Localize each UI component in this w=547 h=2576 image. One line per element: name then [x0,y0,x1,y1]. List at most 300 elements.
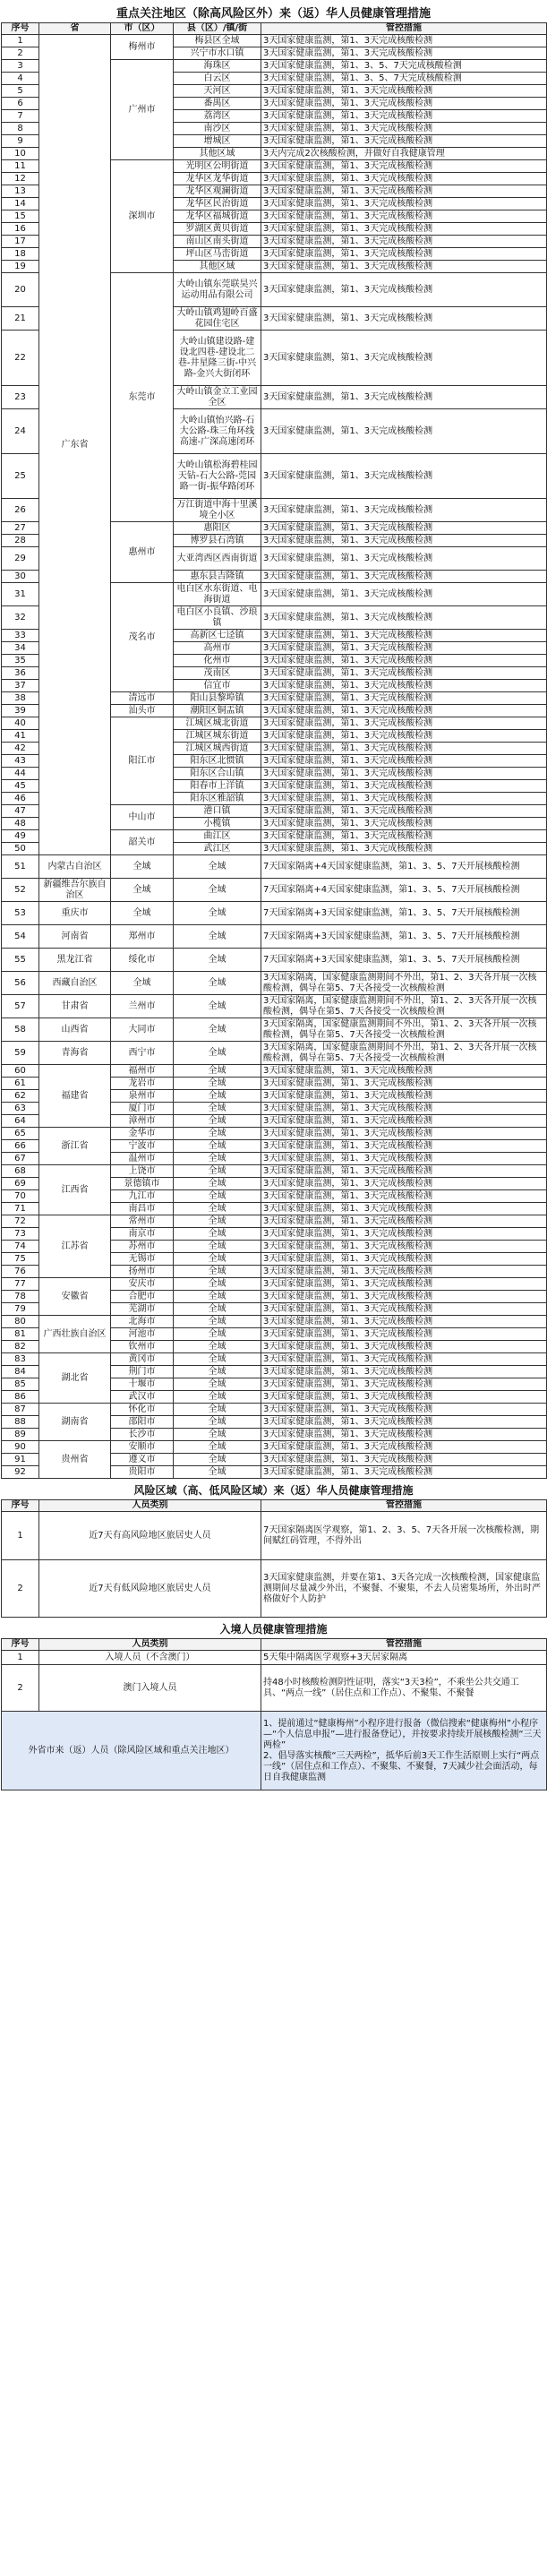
measure-cell: 3天国家健康监测，第1、3、5、7天完成核酸检测 [261,60,547,73]
entry-header-row [2,1639,547,1651]
measure-cell: 3天国家健康监测，第1、3天完成核酸检测 [261,1065,547,1078]
measure-cell: 3天国家健康监测，第1、3天完成核酸检测 [261,236,547,248]
footer-measure-2: 2、倡导落实核酸“三天两检”，抵华后前3天工作生活原则上实行“两点一线”（居住点和工作点）、不聚集、不聚餐，7天减少社会面活动，每日自我健康监测 [263,1750,540,1782]
measure-cell: 3天国家健康监测，第1、3天完成核酸检测 [261,843,547,855]
county-cell: 江城区城东街道 [174,730,261,743]
county-cell: 阳东区合山镇 [174,768,261,780]
row-number: 56 [2,972,39,995]
county-cell: 全域 [174,1253,261,1266]
measure-cell: 3天国家健康监测，第1、3天完成核酸检测 [261,730,547,743]
risk-header-no: 序号 [2,1500,39,1512]
row-number: 50 [2,843,39,855]
city-cell: 汕头市 [111,705,174,717]
city-cell: 南京市 [111,1228,174,1241]
main-header-row [2,23,547,35]
table-row [2,949,547,972]
row-number: 9 [2,135,39,148]
county-cell: 全域 [174,1466,261,1479]
city-cell: 兰州市 [111,995,174,1018]
city-cell: 合肥市 [111,1291,174,1303]
row-number: 91 [2,1454,39,1466]
city-cell: 全域 [111,902,174,925]
county-cell: 全域 [174,1441,261,1454]
measure-cell: 3天国家健康监测，第1、3天完成核酸检测 [261,185,547,198]
county-cell: 武江区 [174,843,261,855]
city-cell: 绥化市 [111,949,174,972]
row-number: 53 [2,902,39,925]
measure-cell: 3天国家健康监测，第1、3天完成核酸检测 [261,85,547,98]
row-number: 41 [2,730,39,743]
risk-header-row [2,1500,547,1512]
measure-cell: 3天国家健康监测，第1、3天完成核酸检测 [261,667,547,680]
measure-cell: 7天国家隔离+4天国家健康监测，第1、3、5、7天开展核酸检测 [261,879,547,902]
row-number: 71 [2,1203,39,1215]
row-number: 31 [2,583,39,606]
county-cell: 万江街道中海十里溪境全小区 [174,499,261,522]
measure-cell: 3天国家健康监测，第1、3天完成核酸检测 [261,210,547,223]
row-number: 52 [2,879,39,902]
measure-cell: 3天国家健康监测，第1、3天完成核酸检测 [261,1128,547,1140]
row-number: 23 [2,386,39,409]
row-number: 46 [2,793,39,805]
measure-cell: 3天国家健康监测，第1、3天完成核酸检测 [261,110,547,123]
measure-cell: 3天国家健康监测，第1、3天完成核酸检测 [261,123,547,135]
measure-cell: 3天国家健康监测，第1、3天完成核酸检测 [261,454,547,499]
measure-cell: 3天国家健康监测，第1、3天完成核酸检测 [261,547,547,571]
city-cell: 龙岩市 [111,1078,174,1090]
measure-cell: 3天国家健康监测，第1、3天完成核酸检测 [261,307,547,331]
row-number: 34 [2,642,39,655]
row-number: 81 [2,1328,39,1341]
county-cell: 大岭山镇东莞联昊兴运动用品有限公司 [174,273,261,307]
measure-cell: 3天国家健康监测，第1、3天完成核酸检测 [261,780,547,793]
county-cell: 全域 [174,1291,261,1303]
table-row [2,1065,547,1078]
county-cell: 阳春市上洋镇 [174,780,261,793]
row-number: 64 [2,1115,39,1128]
measure-cell: 3天国家健康监测，第1、3天完成核酸检测 [261,173,547,185]
main-table [1,22,547,1479]
county-cell: 曲江区 [174,830,261,843]
table-row [2,1165,547,1178]
county-cell: 全域 [174,1190,261,1203]
measure-cell: 7天国家隔离+3天国家健康监测，第1、3、5、7天开展核酸检测 [261,925,547,949]
province-cell: 西藏自治区 [39,972,111,995]
measure-cell: 3天国家健康监测，第1、3天完成核酸检测 [261,47,547,60]
county-cell: 全域 [174,902,261,925]
county-cell: 全域 [174,1241,261,1253]
measure-cell: 3天国家健康监测，第1、3天完成核酸检测 [261,1266,547,1278]
county-cell: 天河区 [174,85,261,98]
measure-cell: 3天国家健康监测，第1、3天完成核酸检测 [261,1090,547,1103]
measure-cell: 3天国家健康监测，第1、3天完成核酸检测 [261,630,547,642]
measure-cell: 3天国家健康监测，第1、3天完成核酸检测 [261,198,547,210]
city-cell: 钦州市 [111,1341,174,1353]
province-cell: 新疆维吾尔族自治区 [39,879,111,902]
row-number: 83 [2,1353,39,1366]
entry-section-title: 入境人员健康管理措施 [219,1623,328,1636]
county-cell: 阳东区北惯镇 [174,755,261,768]
table-row [2,1278,547,1291]
row-number: 28 [2,535,39,547]
row-number: 75 [2,1253,39,1266]
measure-cell: 3天国家健康监测，第1、3天完成核酸检测 [261,1391,547,1404]
row-number: 19 [2,261,39,273]
county-cell: 坪山区马峦街道 [174,248,261,261]
province-cell: 青海省 [39,1042,111,1065]
entry-header-category: 人员类别 [39,1639,261,1651]
risk-category: 近7天有低风险地区旅居史人员 [39,1560,261,1618]
county-cell: 全域 [174,1215,261,1228]
county-cell: 大岭山镇怡兴路-石大公路-珠三角环线高速-广深高速闭环 [174,409,261,454]
row-number: 45 [2,780,39,793]
measure-cell: 3天国家健康监测，第1、3天完成核酸检测 [261,1303,547,1316]
county-cell: 全域 [174,1178,261,1190]
row-number: 44 [2,768,39,780]
county-cell: 梅县区全域 [174,35,261,47]
row-number: 90 [2,1441,39,1454]
row-number: 82 [2,1341,39,1353]
row-number: 40 [2,717,39,730]
city-cell: 怀化市 [111,1404,174,1416]
city-cell: 安庆市 [111,1278,174,1291]
county-cell: 光明区公明街道 [174,160,261,173]
measure-cell: 3天国家健康监测，第1、3天完成核酸检测 [261,135,547,148]
header-no: 序号 [2,23,39,35]
row-number: 1 [2,35,39,47]
city-cell: 福州市 [111,1065,174,1078]
measure-cell: 3天国家健康监测，第1、3天完成核酸检测 [261,1353,547,1366]
county-cell: 全域 [174,1429,261,1441]
measure-cell: 3天国家健康监测，第1、3天完成核酸检测 [261,409,547,454]
county-cell: 全域 [174,972,261,995]
measure-cell: 7天国家隔离+3天国家健康监测，第1、3、5、7天开展核酸检测 [261,949,547,972]
row-number: 77 [2,1278,39,1291]
county-cell: 全域 [174,1115,261,1128]
row-number: 84 [2,1366,39,1378]
province-cell: 湖南省 [39,1404,111,1441]
measure-cell: 3天国家健康监测，第1、3天完成核酸检测 [261,1328,547,1341]
county-cell: 全域 [174,1316,261,1328]
row-number: 42 [2,743,39,755]
measure-cell: 3天内完成2次核酸检测，并做好自我健康管理 [261,148,547,160]
county-cell: 江城区城西街道 [174,743,261,755]
county-cell: 全域 [174,1203,261,1215]
province-cell: 甘肃省 [39,995,111,1018]
row-number: 8 [2,123,39,135]
county-cell: 高新区七迳镇 [174,630,261,642]
row-number: 22 [2,331,39,386]
county-cell: 江城区城北街道 [174,717,261,730]
measure-cell: 3天国家隔离，国家健康监测期间不外出，第1、2、3天各开展一次核酸检测，偶导在第5、7天各接受一次核酸检测 [261,995,547,1018]
row-number: 57 [2,995,39,1018]
measure-cell: 7天国家隔离+4天国家健康监测，第1、3、5、7天开展核酸检测 [261,855,547,879]
city-cell: 遵义市 [111,1454,174,1466]
row-number: 14 [2,198,39,210]
table-row [2,1128,547,1140]
county-cell: 全域 [174,1416,261,1429]
measure-cell: 3天国家健康监测，第1、3天完成核酸检测 [261,1241,547,1253]
city-cell: 茂名市 [111,583,174,692]
city-cell: 九江市 [111,1190,174,1203]
table-row [2,1404,547,1416]
measure-cell: 3天国家健康监测，第1、3、5、7天完成核酸检测 [261,73,547,85]
city-cell: 黄冈市 [111,1353,174,1366]
province-cell: 内蒙古自治区 [39,855,111,879]
county-cell: 全域 [174,1404,261,1416]
measure-cell: 3天国家健康监测，第1、3天完成核酸检测 [261,1165,547,1178]
county-cell: 阳山县黎埠镇 [174,692,261,705]
footer-measure-1: 1、提前通过“健康梅州”小程序进行报备（微信搜索“健康梅州”小程序—“个人信息申报”—进行报备登记），并按要求持续开展核酸检测“三天两检” [263,1718,542,1750]
county-cell: 全域 [174,1378,261,1391]
city-cell: 惠州市 [111,522,174,583]
row-number: 11 [2,160,39,173]
county-cell: 其他区域 [174,261,261,273]
measure-cell: 3天国家健康监测，第1、3天完成核酸检测 [261,535,547,547]
city-cell: 全域 [111,972,174,995]
measure-cell: 3天国家健康监测，第1、3天完成核酸检测 [261,1316,547,1328]
measure-cell: 3天国家健康监测，第1、3天完成核酸检测 [261,1140,547,1153]
entry-table [1,1638,547,1790]
footer-category: 外省市来（返）人员（除风险区域和重点关注地区） [2,1712,261,1790]
row-number: 67 [2,1153,39,1165]
county-cell: 兴宁市水口镇 [174,47,261,60]
row-number: 5 [2,85,39,98]
county-cell: 龙华区民治街道 [174,198,261,210]
measure-cell: 3天国家健康监测，第1、3天完成核酸检测 [261,499,547,522]
measure-cell: 3天国家健康监测，第1、3天完成核酸检测 [261,1429,547,1441]
county-cell: 电白区水东街道、电海街道 [174,583,261,606]
page-title: 重点关注地区（除高风险区外）来（返）华人员健康管理措施 [115,7,431,21]
measure-cell: 3天国家健康监测，第1、3天完成核酸检测 [261,793,547,805]
measure-cell: 3天国家健康监测，第1、3天完成核酸检测 [261,223,547,236]
row-number: 85 [2,1378,39,1391]
county-cell: 全域 [174,1266,261,1278]
province-cell: 江西省 [39,1165,111,1215]
header-province: 省 [39,23,111,35]
city-cell: 苏州市 [111,1241,174,1253]
measure-cell: 3天国家健康监测，第1、3天完成核酸检测 [261,1203,547,1215]
city-cell: 温州市 [111,1153,174,1165]
county-cell: 港口镇 [174,805,261,818]
row-number: 13 [2,185,39,198]
row-number: 4 [2,73,39,85]
row-number: 59 [2,1042,39,1065]
measure-cell: 3天国家健康监测，第1、3天完成核酸检测 [261,1416,547,1429]
measure-cell: 3天国家健康监测，第1、3天完成核酸检测 [261,606,547,630]
row-number: 30 [2,571,39,583]
county-cell: 全域 [174,1090,261,1103]
county-cell: 全域 [174,1018,261,1042]
measure-cell: 3天国家健康监测，第1、3天完成核酸检测 [261,743,547,755]
row-number: 62 [2,1090,39,1103]
measure-cell: 3天国家健康监测，第1、3天完成核酸检测 [261,1228,547,1241]
county-cell: 全域 [174,1353,261,1366]
measure-cell: 3天国家健康监测，第1、3天完成核酸检测 [261,273,547,307]
county-cell: 海珠区 [174,60,261,73]
table-row [2,925,547,949]
table-row [2,1018,547,1042]
row-number: 37 [2,680,39,692]
risk-header-measure: 管控措施 [261,1500,547,1512]
measure-cell: 3天国家健康监测，第1、3天完成核酸检测 [261,1291,547,1303]
row-number: 79 [2,1303,39,1316]
county-cell: 全域 [174,879,261,902]
measure-cell: 3天国家健康监测，第1、3天完成核酸检测 [261,768,547,780]
row-number: 49 [2,830,39,843]
city-cell: 安顺市 [111,1441,174,1454]
city-cell: 景德镇市 [111,1178,174,1190]
row-number: 72 [2,1215,39,1228]
county-cell: 全域 [174,1391,261,1404]
row-number: 6 [2,98,39,110]
row-number: 29 [2,547,39,571]
province-cell: 重庆市 [39,902,111,925]
risk-measure: 7天国家隔离医学观察，第1、2、3、5、7天各开展一次核酸检测，期间赋红码管理，不得外出 [261,1512,547,1560]
city-cell: 阳江市 [111,717,174,805]
city-cell: 上饶市 [111,1165,174,1178]
city-cell: 广州市 [111,60,174,160]
table-row [2,855,547,879]
measure-cell: 3天国家隔离，国家健康监测期间不外出，第1、2、3天各开展一次核酸检测，偶导在第5、7天各接受一次核酸检测 [261,1018,547,1042]
measure-cell: 3天国家健康监测，第1、3天完成核酸检测 [261,583,547,606]
city-cell: 泉州市 [111,1090,174,1103]
row-number: 47 [2,805,39,818]
county-cell: 增城区 [174,135,261,148]
city-cell: 清远市 [111,692,174,705]
entry-measure: 5天集中隔离医学观察+3天居家隔离 [261,1651,547,1665]
measure-cell: 3天国家健康监测，第1、3天完成核酸检测 [261,1215,547,1228]
city-cell: 武汉市 [111,1391,174,1404]
footer-row [2,1712,547,1790]
measure-cell: 3天国家健康监测，第1、3天完成核酸检测 [261,755,547,768]
measure-cell: 3天国家健康监测，第1、3天完成核酸检测 [261,1466,547,1479]
measure-cell: 3天国家隔离，国家健康监测期间不外出，第1、2、3天各开展一次核酸检测，偶导在第5、7天各接受一次核酸检测 [261,1042,547,1065]
measure-cell: 3天国家健康监测，第1、3天完成核酸检测 [261,1341,547,1353]
city-cell: 长沙市 [111,1429,174,1441]
county-cell: 化州市 [174,655,261,667]
measure-cell: 3天国家健康监测，第1、3天完成核酸检测 [261,1253,547,1266]
county-cell: 全域 [174,1128,261,1140]
row-number: 38 [2,692,39,705]
city-cell: 南昌市 [111,1203,174,1215]
table-row [2,879,547,902]
footer-measures [261,1712,547,1790]
row-number: 7 [2,110,39,123]
measure-cell: 3天国家健康监测，第1、3天完成核酸检测 [261,261,547,273]
table-row [2,1316,547,1328]
province-cell: 湖北省 [39,1353,111,1404]
row-number: 78 [2,1291,39,1303]
city-cell: 金华市 [111,1128,174,1140]
row-number: 27 [2,522,39,535]
city-cell: 全域 [111,855,174,879]
province-cell: 贵州省 [39,1441,111,1479]
risk-no: 1 [2,1512,39,1560]
row-number: 35 [2,655,39,667]
measure-cell: 3天国家健康监测，第1、3天完成核酸检测 [261,642,547,655]
row-number: 68 [2,1165,39,1178]
row-number: 80 [2,1316,39,1328]
county-cell: 大岭山镇鸡翅岭百盛花园住宅区 [174,307,261,331]
row-number: 3 [2,60,39,73]
city-cell: 芜湖市 [111,1303,174,1316]
row-number: 25 [2,454,39,499]
risk-no: 2 [2,1560,39,1618]
row-number: 16 [2,223,39,236]
measure-cell: 3天国家健康监测，第1、3天完成核酸检测 [261,386,547,409]
risk-table [1,1499,547,1618]
city-cell: 贵阳市 [111,1466,174,1479]
county-cell: 全域 [174,1103,261,1115]
county-cell: 南沙区 [174,123,261,135]
row-number: 32 [2,606,39,630]
county-cell: 全域 [174,1065,261,1078]
measure-cell: 3天国家健康监测，第1、3天完成核酸检测 [261,717,547,730]
measure-cell: 3天国家健康监测，第1、3天完成核酸检测 [261,35,547,47]
county-cell: 大岭山镇建设路-建设北四巷-建设北二巷-井星隆三街-中兴路-金兴大街闭环 [174,331,261,386]
row-number: 51 [2,855,39,879]
province-cell: 浙江省 [39,1128,111,1165]
row-number: 33 [2,630,39,642]
table-row [2,35,547,47]
city-cell: 常州市 [111,1215,174,1228]
row-number: 2 [2,47,39,60]
measure-cell: 3天国家健康监测，第1、3天完成核酸检测 [261,655,547,667]
row-number: 12 [2,173,39,185]
header-county: 县（区）/镇/街 [174,23,261,35]
row-number: 86 [2,1391,39,1404]
entry-category: 澳门入境人员 [39,1665,261,1712]
county-cell: 白云区 [174,73,261,85]
province-cell: 广西壮族自治区 [39,1316,111,1353]
county-cell: 大岭山镇金立工业园全区 [174,386,261,409]
city-cell: 西宁市 [111,1042,174,1065]
measure-cell: 3天国家健康监测，第1、3天完成核酸检测 [261,98,547,110]
table-row [2,1042,547,1065]
county-cell: 潮阳区铜盂镇 [174,705,261,717]
county-cell: 信宜市 [174,680,261,692]
row-number: 69 [2,1178,39,1190]
row-number: 70 [2,1190,39,1203]
city-cell: 无锡市 [111,1253,174,1266]
risk-section-title: 风险区域（高、低风险区域）来（返）华人员健康管理措施 [133,1484,414,1497]
measure-cell: 3天国家健康监测，第1、3天完成核酸检测 [261,571,547,583]
county-cell: 高州市 [174,642,261,655]
measure-cell: 3天国家健康监测，第1、3天完成核酸检测 [261,1178,547,1190]
county-cell: 全域 [174,925,261,949]
city-cell: 十堰市 [111,1378,174,1391]
measure-cell: 3天国家健康监测，第1、3天完成核酸检测 [261,1441,547,1454]
province-cell: 山西省 [39,1018,111,1042]
table-row [2,1651,547,1665]
county-cell: 博罗县石湾镇 [174,535,261,547]
city-cell: 韶关市 [111,830,174,855]
measure-cell: 3天国家健康监测，第1、3天完成核酸检测 [261,692,547,705]
city-cell: 河池市 [111,1328,174,1341]
row-number: 88 [2,1416,39,1429]
city-cell: 扬州市 [111,1266,174,1278]
row-number: 54 [2,925,39,949]
measure-cell: 3天国家健康监测，第1、3天完成核酸检测 [261,1153,547,1165]
measure-cell: 3天国家健康监测，第1、3天完成核酸检测 [261,248,547,261]
measure-cell: 3天国家健康监测，第1、3天完成核酸检测 [261,1190,547,1203]
county-cell: 全域 [174,949,261,972]
county-cell: 全域 [174,1140,261,1153]
city-cell: 深圳市 [111,160,174,273]
table-row [2,1560,547,1618]
city-cell: 厦门市 [111,1103,174,1115]
